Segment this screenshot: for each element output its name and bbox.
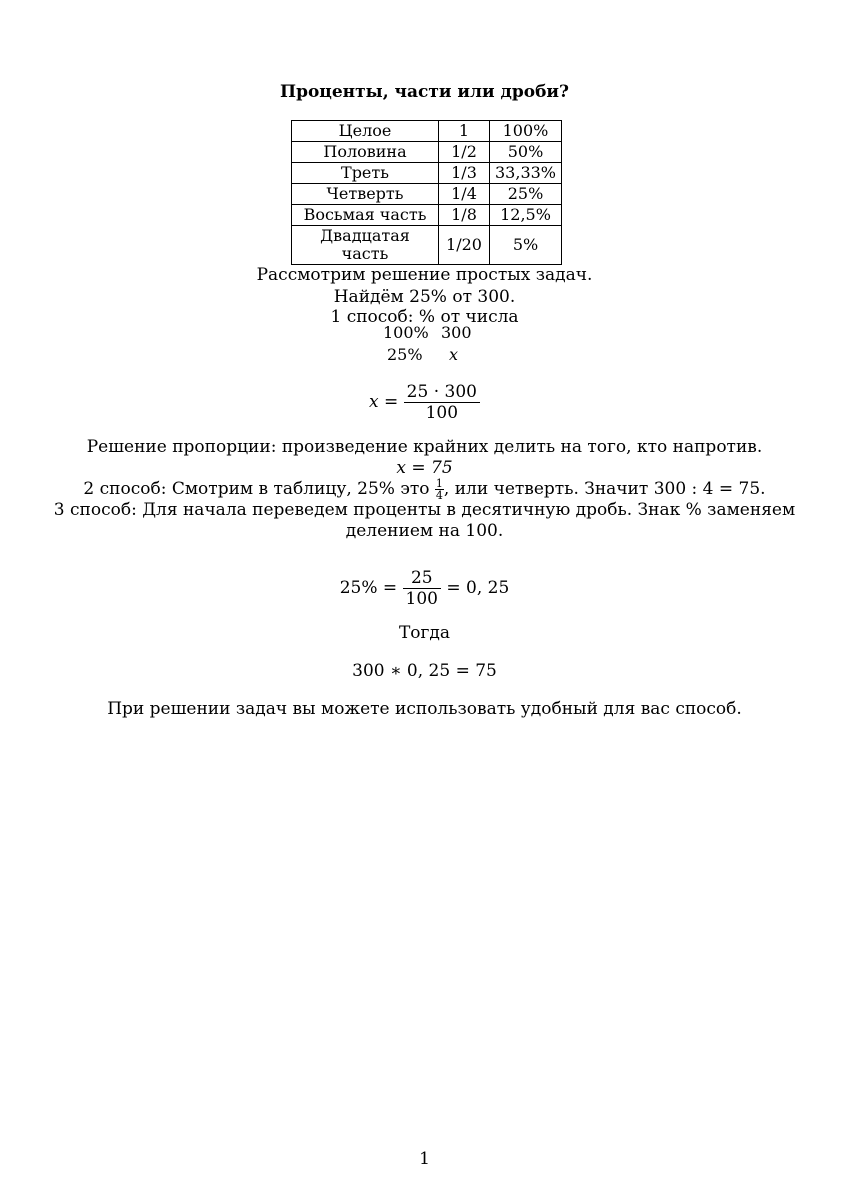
method2-fraction-numerator: 1	[435, 477, 443, 490]
proportion-x: x	[449, 345, 459, 364]
table-row	[292, 163, 562, 184]
rule-text: Решение пропорции: произведение крайних делить на того, кто напротив.	[86, 437, 763, 457]
equation-1-numerator: 25 · 300	[404, 382, 480, 403]
table-cell-fraction: 1/3	[439, 163, 490, 184]
proportion-25: 25%	[387, 345, 423, 364]
method2-fraction	[435, 478, 444, 501]
table-cell-name: Восьмая часть	[292, 205, 439, 226]
conclusion-text: При решении задач вы можете использовать удобный для вас способ.	[107, 699, 742, 719]
table-cell-percent: 12,5%	[490, 205, 562, 226]
table-cell-name: Двадцатая часть	[292, 226, 439, 265]
table-cell-fraction: 1/4	[439, 184, 490, 205]
table-cell-fraction: 1	[439, 121, 490, 142]
equation-1-fraction	[404, 382, 480, 423]
method1-text: 1 способ: % от числа	[330, 307, 519, 327]
table-row	[292, 226, 562, 265]
intro-text: Рассмотрим решение простых задач.	[256, 265, 593, 285]
table-cell-fraction: 1/2	[439, 142, 490, 163]
table-cell-percent: 33,33%	[490, 163, 562, 184]
method2-fraction-denominator: 4	[435, 489, 443, 502]
method3-line-2: делением на 100.	[345, 521, 504, 541]
method2-text-b: , или четверть. Значит 300 : 4 = 75.	[443, 479, 766, 499]
equation-1-lhs: x =	[369, 392, 399, 412]
table-row	[292, 121, 562, 142]
equation-2-fraction	[403, 568, 441, 609]
method3-line-1: 3 способ: Для начала переведем проценты в десятичную дробь. Знак % заменяем	[53, 500, 796, 520]
table-cell-name: Половина	[292, 142, 439, 163]
page-number: 1	[419, 1149, 430, 1169]
method2-text	[0, 478, 849, 501]
equation-3: 300 ∗ 0, 25 = 75	[352, 661, 497, 681]
table-cell-fraction: 1/8	[439, 205, 490, 226]
equation-2-numerator: 25	[403, 568, 441, 589]
table-cell-percent: 5%	[490, 226, 562, 265]
table-cell-percent: 25%	[490, 184, 562, 205]
equation-1-denominator: 100	[425, 403, 459, 423]
table-row	[292, 205, 562, 226]
table-cell-percent: 100%	[490, 121, 562, 142]
equation-1	[0, 382, 849, 423]
proportion-100: 100%	[383, 323, 429, 342]
table-cell-percent: 50%	[490, 142, 562, 163]
table-cell-name: Четверть	[292, 184, 439, 205]
page-title: Проценты, части или дроби?	[280, 82, 569, 102]
proportion-300: 300	[441, 323, 472, 342]
table-row	[292, 142, 562, 163]
result-text: x = 75	[396, 458, 453, 478]
table-cell-name: Целое	[292, 121, 439, 142]
method2-text-a: 2 способ: Смотрим в таблицу, 25% это	[83, 479, 430, 499]
fractions-table	[291, 120, 562, 265]
table-row	[292, 184, 562, 205]
equation-2-rhs: = 0, 25	[446, 578, 510, 598]
equation-2-denominator: 100	[405, 589, 438, 609]
then-text: Тогда	[398, 623, 451, 643]
task-text: Найдём 25% от 300.	[333, 287, 516, 307]
equation-2	[0, 568, 849, 609]
table-cell-fraction: 1/20	[439, 226, 490, 265]
table-cell-name: Треть	[292, 163, 439, 184]
equation-2-lhs: 25% =	[339, 578, 398, 598]
